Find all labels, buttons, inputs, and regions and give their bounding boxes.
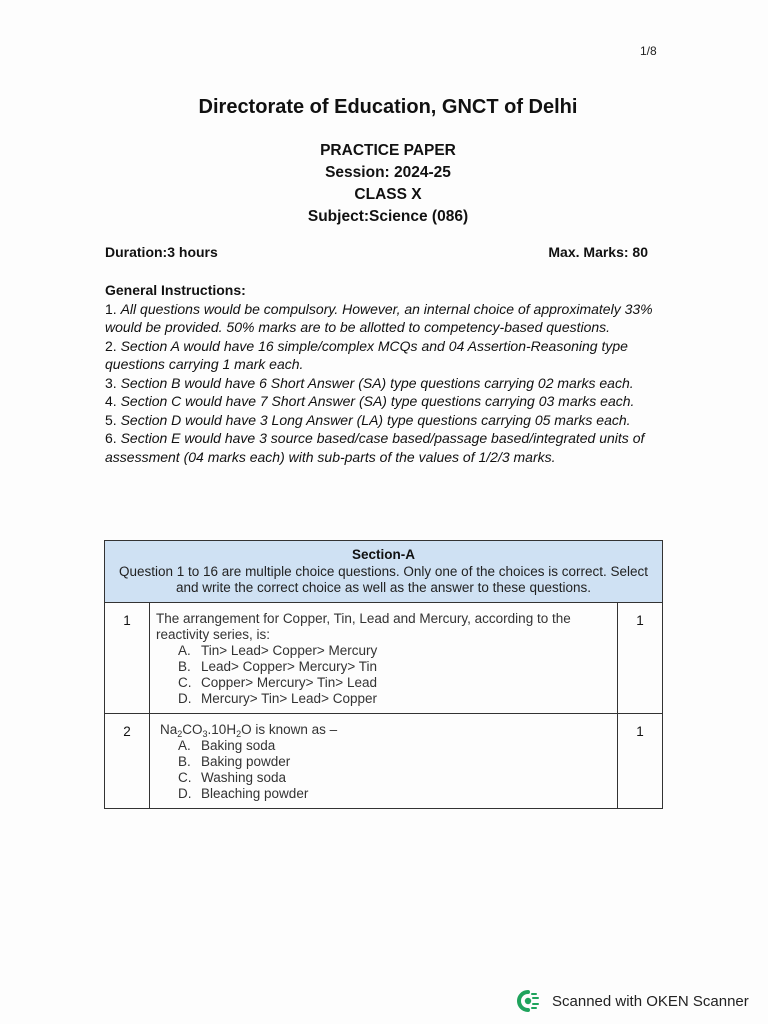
question-number: 2 bbox=[105, 713, 150, 808]
option-list bbox=[156, 738, 611, 802]
instruction-number: 4. bbox=[105, 393, 121, 409]
option-item bbox=[178, 770, 611, 786]
option-text: Bleaching powder bbox=[201, 785, 309, 801]
question-body bbox=[150, 713, 618, 808]
question-text: The arrangement for Copper, Tin, Lead and Mercury, according to the reactivity series, is: bbox=[156, 610, 571, 642]
question-table bbox=[104, 540, 663, 809]
option-label: B. bbox=[178, 753, 191, 769]
instruction-item bbox=[105, 374, 670, 393]
oken-scanner-logo-icon bbox=[516, 990, 540, 1012]
paper-session: Session: 2024-25 bbox=[325, 164, 451, 181]
instruction-text: All questions would be compulsory. However, an internal choice of approximately 33% would be provided. 50% marks are to be allotted to competency-based questions. bbox=[105, 300, 653, 335]
instruction-item bbox=[105, 337, 670, 374]
instruction-text: Section A would have 16 simple/complex MCQs and 04 Assertion-Reasoning type questions carrying 1 mark each. bbox=[105, 337, 628, 372]
instruction-number: 6. bbox=[105, 430, 121, 446]
option-label: D. bbox=[178, 690, 192, 706]
option-text: Washing soda bbox=[201, 769, 287, 785]
option-text: Copper> Mercury> Tin> Lead bbox=[201, 674, 377, 690]
option-label: A. bbox=[178, 737, 191, 753]
question-marks: 1 bbox=[618, 713, 663, 808]
general-instructions bbox=[105, 281, 670, 466]
question-number: 1 bbox=[105, 602, 150, 713]
instruction-number: 5. bbox=[105, 411, 121, 428]
option-item bbox=[178, 738, 611, 754]
option-item bbox=[178, 675, 611, 691]
question-marks: 1 bbox=[618, 602, 663, 713]
instruction-text: Section B would have 6 Short Answer (SA) type questions carrying 02 marks each. bbox=[120, 374, 634, 391]
instruction-number: 1. bbox=[105, 300, 121, 317]
instructions-title: General Instructions: bbox=[105, 282, 246, 298]
option-label: C. bbox=[178, 674, 192, 690]
option-text: Baking powder bbox=[201, 753, 291, 769]
section-description: Question 1 to 16 are multiple choice questions. Only one of the choices is correct. Select and write the correct choice as well as the answer to these questions. bbox=[118, 563, 649, 595]
org-title: Directorate of Education, GNCT of Delhi bbox=[198, 96, 578, 118]
option-item bbox=[178, 754, 611, 770]
option-label: B. bbox=[178, 658, 191, 674]
paper-heading bbox=[0, 140, 768, 228]
paper-type: PRACTICE PAPER bbox=[320, 142, 456, 159]
duration: Duration:3 hours bbox=[105, 244, 218, 260]
scanner-text: Scanned with OKEN Scanner bbox=[552, 992, 749, 1010]
instruction-item bbox=[105, 392, 670, 411]
option-item bbox=[178, 643, 611, 659]
paper-class: CLASS X bbox=[354, 186, 422, 203]
question-body bbox=[150, 602, 618, 713]
question-row bbox=[105, 602, 663, 713]
instruction-number: 3. bbox=[105, 374, 121, 391]
option-text: Baking soda bbox=[201, 737, 276, 753]
scanner-watermark bbox=[516, 990, 749, 1012]
option-text: Tin> Lead> Copper> Mercury bbox=[201, 642, 378, 658]
instruction-item bbox=[105, 300, 670, 337]
section-header bbox=[105, 541, 663, 603]
max-marks: Max. Marks: 80 bbox=[548, 244, 648, 260]
option-item bbox=[178, 659, 611, 675]
option-list bbox=[156, 643, 611, 707]
instruction-text: Section D would have 3 Long Answer (LA) type questions carrying 05 marks each. bbox=[120, 411, 631, 428]
option-item bbox=[178, 786, 611, 802]
option-label: C. bbox=[178, 769, 192, 785]
instruction-item bbox=[105, 429, 670, 466]
option-text: Lead> Copper> Mercury> Tin bbox=[201, 658, 377, 674]
instruction-text: Section E would have 3 source based/case based/passage based/integrated units of assessment (04 marks each) with sub-parts of the values of 1/2/3 marks. bbox=[105, 430, 645, 465]
question-text: $Na_2CO_3.10H_2O$ is known as – bbox=[160, 721, 338, 739]
question-row bbox=[105, 713, 663, 808]
paper-subject: Subject:Science (086) bbox=[307, 208, 469, 225]
section-header-row bbox=[105, 541, 663, 603]
instruction-item bbox=[105, 411, 670, 430]
option-label: D. bbox=[178, 785, 192, 801]
instruction-text: Section C would have 7 Short Answer (SA) type questions carrying 03 marks each. bbox=[120, 393, 635, 409]
section-name: Section-A bbox=[351, 547, 415, 562]
page-number: 1/8 bbox=[640, 44, 657, 58]
instruction-number: 2. bbox=[105, 337, 121, 354]
option-text: Mercury> Tin> Lead> Copper bbox=[201, 690, 377, 706]
option-label: A. bbox=[178, 642, 191, 658]
option-item bbox=[178, 691, 611, 707]
